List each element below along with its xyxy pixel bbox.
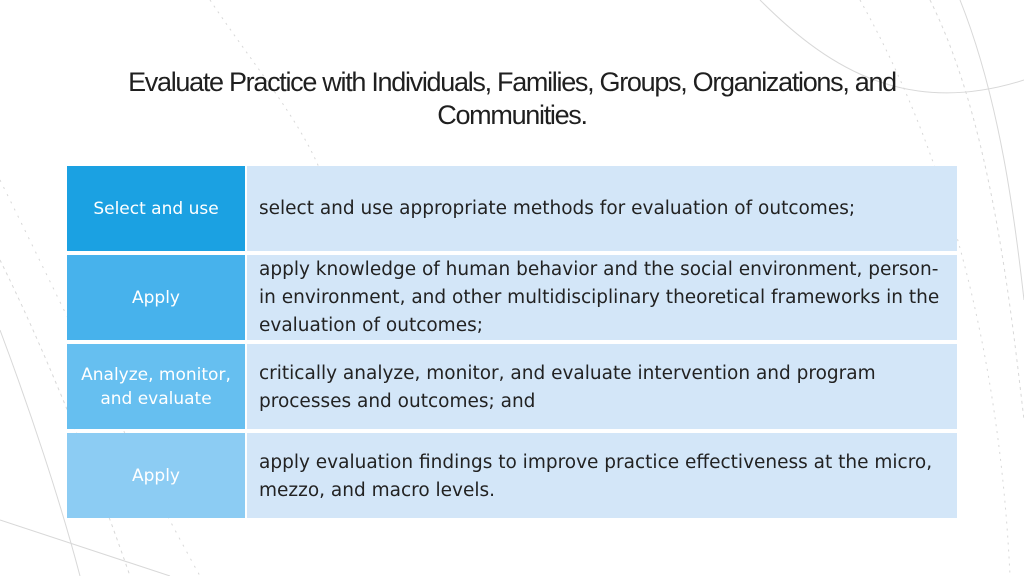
competency-table bbox=[67, 166, 957, 522]
row-description: select and use appropriate methods for evaluation of outcomes; bbox=[247, 166, 957, 251]
row-label: Apply bbox=[67, 255, 245, 340]
row-label: Analyze, monitor, and evaluate bbox=[67, 344, 245, 429]
row-label: Apply bbox=[67, 433, 245, 518]
row-description: apply knowledge of human behavior and the social environment, person-in environment, and other multidisciplinary theoretical frameworks in the evaluation of outcomes; bbox=[247, 255, 957, 340]
table-row bbox=[67, 166, 957, 251]
table-row bbox=[67, 344, 957, 429]
row-label: Select and use bbox=[67, 166, 245, 251]
slide-title-line-1: Evaluate Practice with Individuals, Families, Groups, Organizations, and bbox=[128, 67, 896, 97]
table-row bbox=[67, 433, 957, 518]
table-row bbox=[67, 255, 957, 340]
row-description: apply evaluation findings to improve practice effectiveness at the micro, mezzo, and macro levels. bbox=[247, 433, 957, 518]
slide-title bbox=[60, 66, 964, 132]
slide-title-line-2: Communities. bbox=[437, 100, 587, 130]
row-description: critically analyze, monitor, and evaluate intervention and program processes and outcomes; and bbox=[247, 344, 957, 429]
